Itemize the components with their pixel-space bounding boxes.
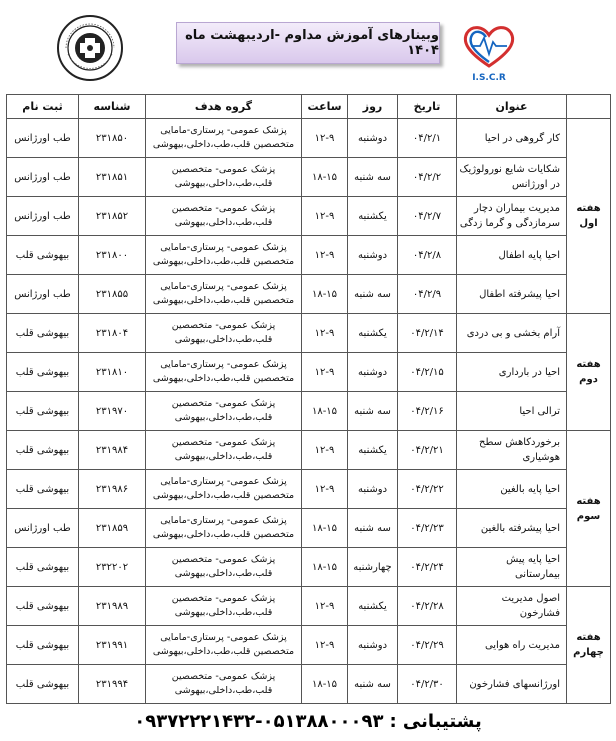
webinar-day: یکشنبه bbox=[348, 587, 398, 626]
week-label-line1: هفته bbox=[576, 495, 601, 507]
iscr-logo-caption: I.S.C.R bbox=[472, 73, 506, 83]
webinar-code: ۲۳۱۸۵۱ bbox=[79, 158, 146, 197]
webinar-title: مدیریت راه هوایی bbox=[457, 626, 567, 665]
webinar-code: ۲۳۱۸۰۰ bbox=[79, 236, 146, 275]
webinar-date: ۰۴/۲/۲۲ bbox=[398, 470, 457, 509]
target-group-line1: پزشک عمومی- متخصصین bbox=[171, 437, 276, 448]
registration-group: بیهوشی قلب bbox=[7, 353, 79, 392]
webinar-title: ترالی احیا bbox=[457, 392, 567, 431]
col-header-day: روز bbox=[348, 95, 398, 119]
webinar-time: ۱۲-۹ bbox=[302, 353, 348, 392]
target-group-line2: قلب،طب،داخلی،بیهوشی bbox=[174, 412, 273, 423]
target-group bbox=[146, 509, 302, 548]
target-group-line1: پزشک عمومی- متخصصین bbox=[171, 203, 276, 214]
week-label-line2: چهارم bbox=[573, 647, 604, 658]
webinar-time: ۱۲-۹ bbox=[302, 431, 348, 470]
webinar-time: ۱۸-۱۵ bbox=[302, 665, 348, 704]
table-row bbox=[7, 314, 611, 353]
target-group-line1: پزشک عمومی- متخصصین bbox=[171, 593, 276, 604]
registration-group: بیهوشی قلب bbox=[7, 431, 79, 470]
webinar-date: ۰۴/۲/۲۸ bbox=[398, 587, 457, 626]
webinar-code: ۲۳۱۹۸۹ bbox=[79, 587, 146, 626]
webinar-time: ۱۲-۹ bbox=[302, 470, 348, 509]
table-row bbox=[7, 197, 611, 236]
target-group-line1: پزشک عمومی- متخصصین bbox=[171, 398, 276, 409]
table-row bbox=[7, 548, 611, 587]
webinar-day: چهارشنبه bbox=[348, 548, 398, 587]
target-group bbox=[146, 314, 302, 353]
webinar-time: ۱۲-۹ bbox=[302, 626, 348, 665]
table-row bbox=[7, 665, 611, 704]
target-group-line2: متخصصین قلب،طب،داخلی،بیهوشی bbox=[152, 490, 295, 501]
col-header-registration: ثبت نام bbox=[7, 95, 79, 119]
table-row bbox=[7, 275, 611, 314]
week-label bbox=[567, 587, 611, 704]
target-group-line2: قلب،طب،داخلی،بیهوشی bbox=[174, 607, 273, 618]
webinar-title: احیا پایه پیش بیمارستانی bbox=[457, 548, 567, 587]
webinar-code: ۲۳۱۹۹۱ bbox=[79, 626, 146, 665]
target-group-line1: پزشک عمومی- پرستاری-مامایی bbox=[160, 476, 287, 487]
webinar-date: ۰۴/۲/۲۳ bbox=[398, 509, 457, 548]
webinar-code: ۲۳۱۸۱۰ bbox=[79, 353, 146, 392]
target-group bbox=[146, 275, 302, 314]
webinar-code: ۲۳۱۹۸۶ bbox=[79, 470, 146, 509]
target-group-line1: پزشک عمومی- پرستاری-مامایی bbox=[160, 632, 287, 643]
target-group-line2: متخصصین قلب،طب،داخلی،بیهوشی bbox=[152, 256, 295, 267]
col-header-date: تاریخ bbox=[398, 95, 457, 119]
col-header-code: شناسه bbox=[79, 95, 146, 119]
week-label bbox=[567, 314, 611, 431]
target-group-line1: پزشک عمومی- متخصصین bbox=[171, 554, 276, 565]
target-group-line1: پزشک عمومی- متخصصین bbox=[171, 320, 276, 331]
week-label bbox=[567, 119, 611, 314]
target-group bbox=[146, 665, 302, 704]
webinar-date: ۰۴/۲/۱۴ bbox=[398, 314, 457, 353]
week-label-line2: اول bbox=[579, 218, 598, 229]
registration-group: بیهوشی قلب bbox=[7, 314, 79, 353]
webinar-day: دوشنبه bbox=[348, 470, 398, 509]
week-label-line1: هفته bbox=[576, 359, 601, 370]
webinar-date: ۰۴/۲/۱۶ bbox=[398, 392, 457, 431]
webinar-date: ۰۴/۲/۲ bbox=[398, 158, 457, 197]
table-row bbox=[7, 392, 611, 431]
webinar-day: یکشنبه bbox=[348, 314, 398, 353]
support-footer bbox=[0, 704, 616, 738]
webinar-date: ۰۴/۲/۲۱ bbox=[398, 431, 457, 470]
webinar-time: ۱۲-۹ bbox=[302, 314, 348, 353]
webinar-time: ۱۲-۹ bbox=[302, 587, 348, 626]
table-row bbox=[7, 431, 611, 470]
header bbox=[0, 0, 616, 92]
target-group-line1: پزشک عمومی- پرستاری-مامایی bbox=[160, 242, 287, 253]
webinar-day: دوشنبه bbox=[348, 119, 398, 158]
target-group bbox=[146, 119, 302, 158]
webinar-date: ۰۴/۲/۸ bbox=[398, 236, 457, 275]
webinar-code: ۲۳۱۸۵۰ bbox=[79, 119, 146, 158]
webinar-title: آرام بخشی و بی دردی bbox=[457, 314, 567, 353]
target-group-line1: پزشک عمومی- پرستاری-مامایی bbox=[160, 359, 287, 370]
registration-group: طب اورژانس bbox=[7, 197, 79, 236]
webinar-time: ۱۸-۱۵ bbox=[302, 392, 348, 431]
registration-group: طب اورژانس bbox=[7, 119, 79, 158]
target-group-line2: قلب،طب،داخلی،بیهوشی bbox=[174, 334, 273, 345]
target-group-line2: متخصصین قلب،طب،داخلی،بیهوشی bbox=[152, 646, 295, 657]
registration-group: بیهوشی قلب bbox=[7, 665, 79, 704]
target-group bbox=[146, 470, 302, 509]
webinar-code: ۲۳۱۸۵۲ bbox=[79, 197, 146, 236]
target-group bbox=[146, 587, 302, 626]
webinar-code: ۲۳۱۹۷۰ bbox=[79, 392, 146, 431]
webinar-code: ۲۳۱۸۵۹ bbox=[79, 509, 146, 548]
target-group bbox=[146, 626, 302, 665]
target-group bbox=[146, 236, 302, 275]
emergency-medicine-society-logo bbox=[56, 14, 124, 82]
registration-group: بیهوشی قلب bbox=[7, 626, 79, 665]
table-row bbox=[7, 470, 611, 509]
week-label bbox=[567, 431, 611, 587]
webinar-time: ۱۲-۹ bbox=[302, 119, 348, 158]
webinar-title: اورژانسهای فشارخون bbox=[457, 665, 567, 704]
registration-group: طب اورژانس bbox=[7, 509, 79, 548]
webinar-code: ۲۳۱۹۸۴ bbox=[79, 431, 146, 470]
table-header-row bbox=[7, 95, 611, 119]
webinar-title: احیا در بارداری bbox=[457, 353, 567, 392]
target-group-line2: قلب،طب،داخلی،بیهوشی bbox=[174, 685, 273, 696]
target-group-line2: قلب،طب،داخلی،بیهوشی bbox=[174, 568, 273, 579]
col-header-target-group: گروه هدف bbox=[146, 95, 302, 119]
webinar-time: ۱۸-۱۵ bbox=[302, 275, 348, 314]
webinar-code: ۲۳۱۸۰۴ bbox=[79, 314, 146, 353]
webinar-title: شکایات شایع نورولوژیک در اورژانس bbox=[457, 158, 567, 197]
target-group-line1: پزشک عمومی- پرستاری-مامایی bbox=[160, 281, 287, 292]
iscr-heart-logo bbox=[458, 18, 520, 84]
webinar-time: ۱۸-۱۵ bbox=[302, 158, 348, 197]
registration-group: بیهوشی قلب bbox=[7, 548, 79, 587]
webinar-title: احیا پیشرفته بالغین bbox=[457, 509, 567, 548]
table-row bbox=[7, 119, 611, 158]
table-row bbox=[7, 158, 611, 197]
webinar-title: احیا پایه اطفال bbox=[457, 236, 567, 275]
webinar-time: ۱۸-۱۵ bbox=[302, 509, 348, 548]
target-group bbox=[146, 548, 302, 587]
webinar-title: احیا پیشرفته اطفال bbox=[457, 275, 567, 314]
webinar-date: ۰۴/۲/۱ bbox=[398, 119, 457, 158]
target-group-line2: متخصصین قلب،طب،داخلی،بیهوشی bbox=[152, 139, 295, 150]
webinar-date: ۰۴/۲/۲۴ bbox=[398, 548, 457, 587]
target-group-line2: متخصصین قلب،طب،داخلی،بیهوشی bbox=[152, 373, 295, 384]
webinar-day: سه شنبه bbox=[348, 158, 398, 197]
target-group-line1: پزشک عمومی- متخصصین bbox=[171, 671, 276, 682]
week-label-line1: هفته bbox=[576, 203, 601, 214]
target-group-line2: قلب،طب،داخلی،بیهوشی bbox=[174, 178, 273, 189]
registration-group: بیهوشی قلب bbox=[7, 392, 79, 431]
target-group-line1: پزشک عمومی- متخصصین bbox=[171, 164, 276, 175]
page-title: وبینارهای آموزش مداوم -اردیبهشت ماه ۱۴۰۴ bbox=[176, 22, 440, 64]
target-group bbox=[146, 353, 302, 392]
webinar-date: ۰۴/۲/۲۹ bbox=[398, 626, 457, 665]
webinar-day: سه شنبه bbox=[348, 509, 398, 548]
registration-group: بیهوشی قلب bbox=[7, 587, 79, 626]
week-label-line2: دوم bbox=[579, 374, 598, 385]
table-row bbox=[7, 587, 611, 626]
webinar-day: یکشنبه bbox=[348, 431, 398, 470]
target-group bbox=[146, 392, 302, 431]
registration-group: طب اورژانس bbox=[7, 158, 79, 197]
webinar-day: سه شنبه bbox=[348, 665, 398, 704]
webinar-day: دوشنبه bbox=[348, 626, 398, 665]
table-row bbox=[7, 353, 611, 392]
target-group-line2: متخصصین قلب،طب،داخلی،بیهوشی bbox=[152, 295, 295, 306]
support-label: پشتیبانی : bbox=[389, 710, 482, 732]
table-row bbox=[7, 509, 611, 548]
webinar-time: ۱۲-۹ bbox=[302, 197, 348, 236]
target-group-line2: متخصصین قلب،طب،داخلی،بیهوشی bbox=[152, 529, 295, 540]
target-group bbox=[146, 197, 302, 236]
webinar-schedule-table bbox=[6, 94, 611, 704]
webinar-day: یکشنبه bbox=[348, 197, 398, 236]
webinar-date: ۰۴/۲/۹ bbox=[398, 275, 457, 314]
registration-group: بیهوشی قلب bbox=[7, 470, 79, 509]
webinar-date: ۰۴/۲/۷ bbox=[398, 197, 457, 236]
webinar-title: مدیریت بیماران دچار سرمازدگی و گرما زدگی bbox=[457, 197, 567, 236]
target-group-line1: پزشک عمومی- پرستاری-مامایی bbox=[160, 125, 287, 136]
webinar-code: ۲۳۱۹۹۴ bbox=[79, 665, 146, 704]
webinar-day: دوشنبه bbox=[348, 353, 398, 392]
webinar-time: ۱۸-۱۵ bbox=[302, 548, 348, 587]
webinar-date: ۰۴/۲/۳۰ bbox=[398, 665, 457, 704]
table-row bbox=[7, 236, 611, 275]
target-group-line2: قلب،طب،داخلی،بیهوشی bbox=[174, 451, 273, 462]
week-column-header bbox=[567, 95, 611, 119]
webinar-title: اصول مدیریت فشارخون bbox=[457, 587, 567, 626]
target-group bbox=[146, 158, 302, 197]
registration-group: بیهوشی قلب bbox=[7, 236, 79, 275]
webinar-title: برخوردکاهش سطح هوشیاری bbox=[457, 431, 567, 470]
target-group-line2: قلب،طب،داخلی،بیهوشی bbox=[174, 217, 273, 228]
webinar-day: سه شنبه bbox=[348, 275, 398, 314]
registration-group: طب اورژانس bbox=[7, 275, 79, 314]
webinar-code: ۲۳۲۲۰۲ bbox=[79, 548, 146, 587]
target-group-line1: پزشک عمومی- پرستاری-مامایی bbox=[160, 515, 287, 526]
webinar-day: دوشنبه bbox=[348, 236, 398, 275]
col-header-time: ساعت bbox=[302, 95, 348, 119]
target-group bbox=[146, 431, 302, 470]
week-label-line1: هفته bbox=[576, 632, 601, 643]
webinar-title: کار گروهی در احیا bbox=[457, 119, 567, 158]
week-label-line2: سوم bbox=[576, 510, 601, 522]
webinar-code: ۲۳۱۸۵۵ bbox=[79, 275, 146, 314]
webinar-time: ۱۲-۹ bbox=[302, 236, 348, 275]
webinar-day: سه شنبه bbox=[348, 392, 398, 431]
table-row bbox=[7, 626, 611, 665]
support-phone-numbers: ۰۹۳۷۲۲۲۱۴۳۲-۰۵۱۳۸۸۰۰۰۹۳ bbox=[134, 710, 384, 732]
col-header-title: عنوان bbox=[457, 95, 567, 119]
webinar-date: ۰۴/۲/۱۵ bbox=[398, 353, 457, 392]
webinar-title: احیا پایه بالغین bbox=[457, 470, 567, 509]
